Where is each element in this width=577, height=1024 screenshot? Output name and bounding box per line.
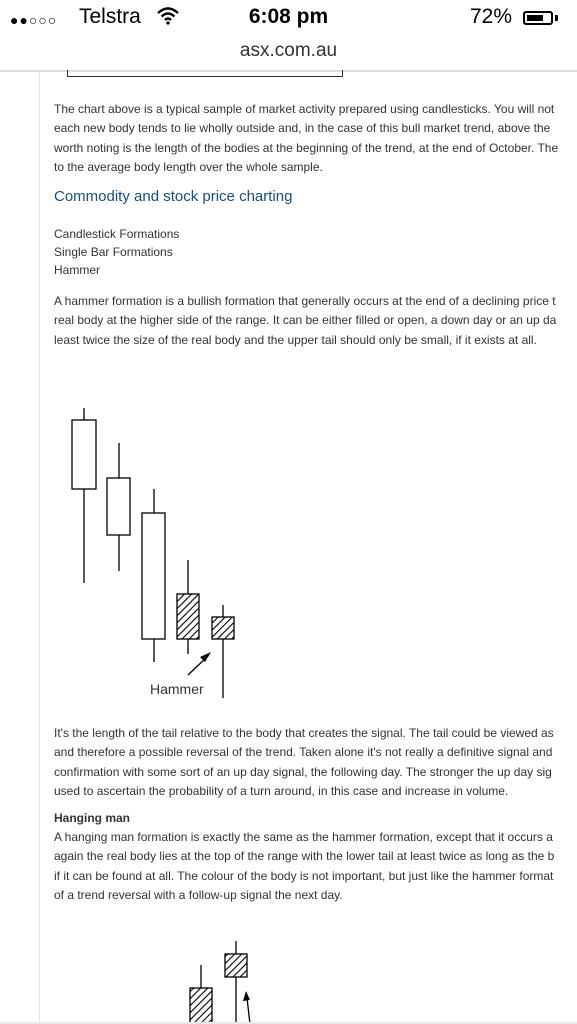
- battery-level-fill: [527, 15, 543, 21]
- candlestick-4-hatched: [177, 560, 199, 654]
- hammer-figure-label: Hammer: [150, 681, 204, 697]
- candlestick-a-hatched: [190, 965, 212, 1024]
- breadcrumb-single-bar-formations[interactable]: Single Bar Formations: [54, 245, 173, 259]
- text-line: of a trend reversal with a follow-up signal the next day.: [54, 887, 343, 902]
- text-line: to the average body length over the whole sample.: [54, 159, 323, 174]
- previous-chart-bottom-edge: [67, 70, 343, 77]
- status-bar: [0, 0, 577, 38]
- content-left-border: [39, 72, 40, 1024]
- carrier-name: Telstra: [79, 5, 141, 28]
- text-line: It's the length of the tail relative to the body that creates the signal. The tail could be viewed as: [54, 726, 554, 740]
- intro-paragraph: [54, 100, 558, 177]
- breadcrumb-candlestick-formations[interactable]: Candlestick Formations: [54, 227, 180, 241]
- text-line: each new body tends to lie wholly outside and, in the case of this bull market trend, above the: [54, 121, 551, 136]
- breadcrumb-hammer[interactable]: Hammer: [54, 263, 101, 277]
- battery-icon: [523, 11, 553, 25]
- hanging-man-heading: Hanging man: [54, 811, 131, 825]
- candlestick-2: [107, 443, 130, 571]
- hanging-man-candlestick: [225, 941, 247, 1024]
- hanging-man-paragraph: [54, 828, 554, 905]
- battery-percent: 72%: [470, 5, 513, 28]
- hanging-man-pointer-arrow: [243, 991, 250, 1024]
- text-line: if it can be found at all. The colour of the body is not important, but just like the hammer format: [54, 868, 554, 883]
- text-line: A hanging man formation is exactly the same as the hammer formation, except that it occurs a: [54, 830, 553, 844]
- text-line: real body at the higher side of the range. It can be either filled or open, a down day or an up da: [54, 313, 557, 328]
- address-bar[interactable]: [0, 38, 577, 70]
- candlestick-1: [72, 408, 96, 583]
- hammer-paragraph: [54, 292, 556, 350]
- signal-strength-icon: ●●○○○: [10, 12, 58, 28]
- text-line: confirmation with some sort of an up day signal, the following day. The stronger the up day sig: [54, 764, 552, 779]
- text-line: The chart above is a typical sample of market activity prepared using candlesticks. You will not: [54, 102, 555, 116]
- text-line: used to ascertain the probability of a turn around, in this case and increase in volume.: [54, 783, 509, 798]
- text-line: and therefore a possible reversal of the trend. Taken alone it's not really a definitive signal and: [54, 745, 553, 760]
- text-line: A hammer formation is a bullish formation that generally occurs at the end of a declining price t: [54, 294, 556, 308]
- text-line: least twice the size of the real body and the upper tail should only be small, if it exists at all.: [54, 332, 537, 347]
- hammer-pointer-arrow: [188, 652, 211, 675]
- clock: 6:08 pm: [248, 5, 329, 28]
- candlestick-3: [142, 489, 165, 662]
- battery-cap: [555, 15, 558, 21]
- section-heading[interactable]: Commodity and stock price charting: [54, 188, 293, 205]
- url-text: asx.com.au: [239, 40, 338, 61]
- text-line: worth noting is the length of the bodies at the beginning of the trend, at the end of October. The: [54, 140, 559, 155]
- tail-paragraph: [54, 724, 554, 801]
- hammer-candlestick: [212, 605, 234, 698]
- text-line: again the real body lies at the top of the range with the lower tail at least twice as long as the b: [54, 849, 555, 864]
